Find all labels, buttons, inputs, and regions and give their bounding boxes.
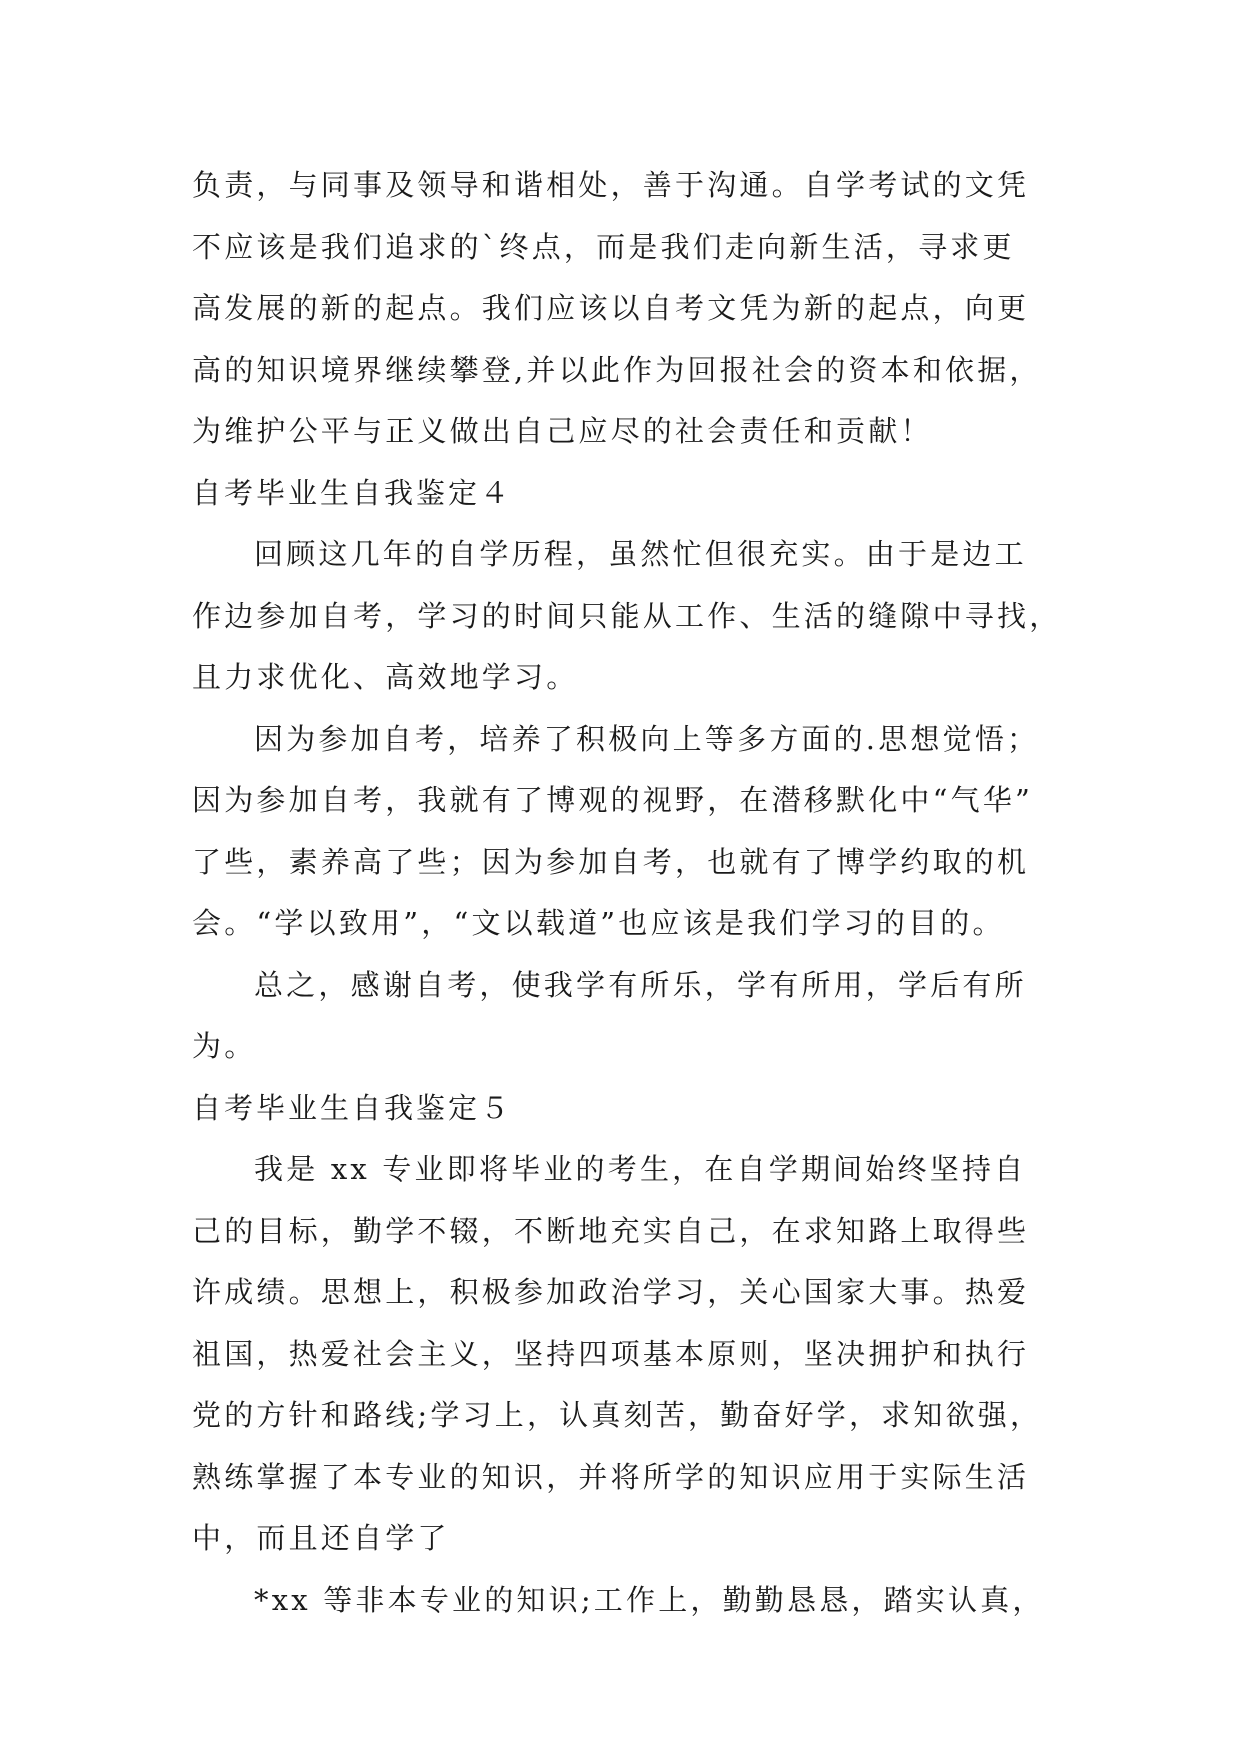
section-heading-4: 自考毕业生自我鉴定４ — [192, 475, 513, 510]
text-line: 我是 xx 专业即将毕业的考生，在自学期间始终坚持自 — [254, 1152, 1027, 1186]
text-line: 为。 — [192, 1029, 257, 1063]
text-line: 不应该是我们追求的`终点，而是我们走向新生活，寻求更 — [192, 229, 1015, 264]
section-heading-5: 自考毕业生自我鉴定５ — [192, 1090, 513, 1125]
text-line: 熟练掌握了本专业的知识，并将所学的知识应用于实际生活 — [192, 1459, 1030, 1494]
text-line: 因为参加自考，我就有了博观的视野，在潜移默化中“气华” — [192, 783, 1034, 817]
text-line: *xx 等非本专业的知识;工作上，勤勤恳恳，踏实认真， — [254, 1582, 1045, 1617]
section-4-paragraph-1 — [192, 524, 1072, 709]
paragraph-continuation — [192, 155, 1072, 463]
text-line: 总之，感谢自考，使我学有所乐，学有所用，学后有所 — [254, 967, 1027, 1002]
document-body — [192, 155, 1072, 1631]
text-line: 且力求优化、高效地学习。 — [192, 660, 579, 694]
text-line: 回顾这几年的自学历程，虽然忙但很充实。由于是边工 — [254, 537, 1027, 571]
text-line: 祖国，热爱社会主义，坚持四项基本原则，坚决拥护和执行 — [192, 1336, 1030, 1371]
text-line: 高发展的新的起点。我们应该以自考文凭为新的起点，向更 — [192, 291, 1030, 325]
section-5-paragraph-2 — [192, 1570, 1072, 1632]
text-line: 作边参加自考，学习的时间只能从工作、生活的缝隙中寻找， — [192, 598, 1062, 633]
text-line: 党的方针和路线;学习上，认真刻苦，勤奋好学，求知欲强， — [192, 1398, 1043, 1432]
text-line: 了些，素养高了些；因为参加自考，也就有了博学约取的机 — [192, 844, 1030, 879]
section-4-paragraph-2 — [192, 709, 1072, 955]
text-line: 负责，与同事及领导和谐相处，善于沟通。自学考试的文凭 — [192, 168, 1030, 202]
text-line: 许成绩。思想上，积极参加政治学习，关心国家大事。热爱 — [192, 1275, 1030, 1309]
text-line: 高的知识境界继续攀登,并以此作为回报社会的资本和依据， — [192, 352, 1042, 387]
text-line: 为维护公平与正义做出自己应尽的社会责任和贡献！ — [192, 414, 933, 448]
text-line: 中，而且还自学了 — [192, 1521, 450, 1555]
section-4-paragraph-3 — [192, 955, 1072, 1078]
section-5-paragraph-1 — [192, 1139, 1072, 1570]
text-line: 会。“学以致用”，“文以载道”也应该是我们学习的目的。 — [192, 906, 1005, 940]
text-line: 因为参加自考，培养了积极向上等多方面的.思想觉悟； — [254, 721, 1040, 756]
text-line: 己的目标，勤学不辍，不断地充实自己，在求知路上取得些 — [192, 1213, 1030, 1248]
